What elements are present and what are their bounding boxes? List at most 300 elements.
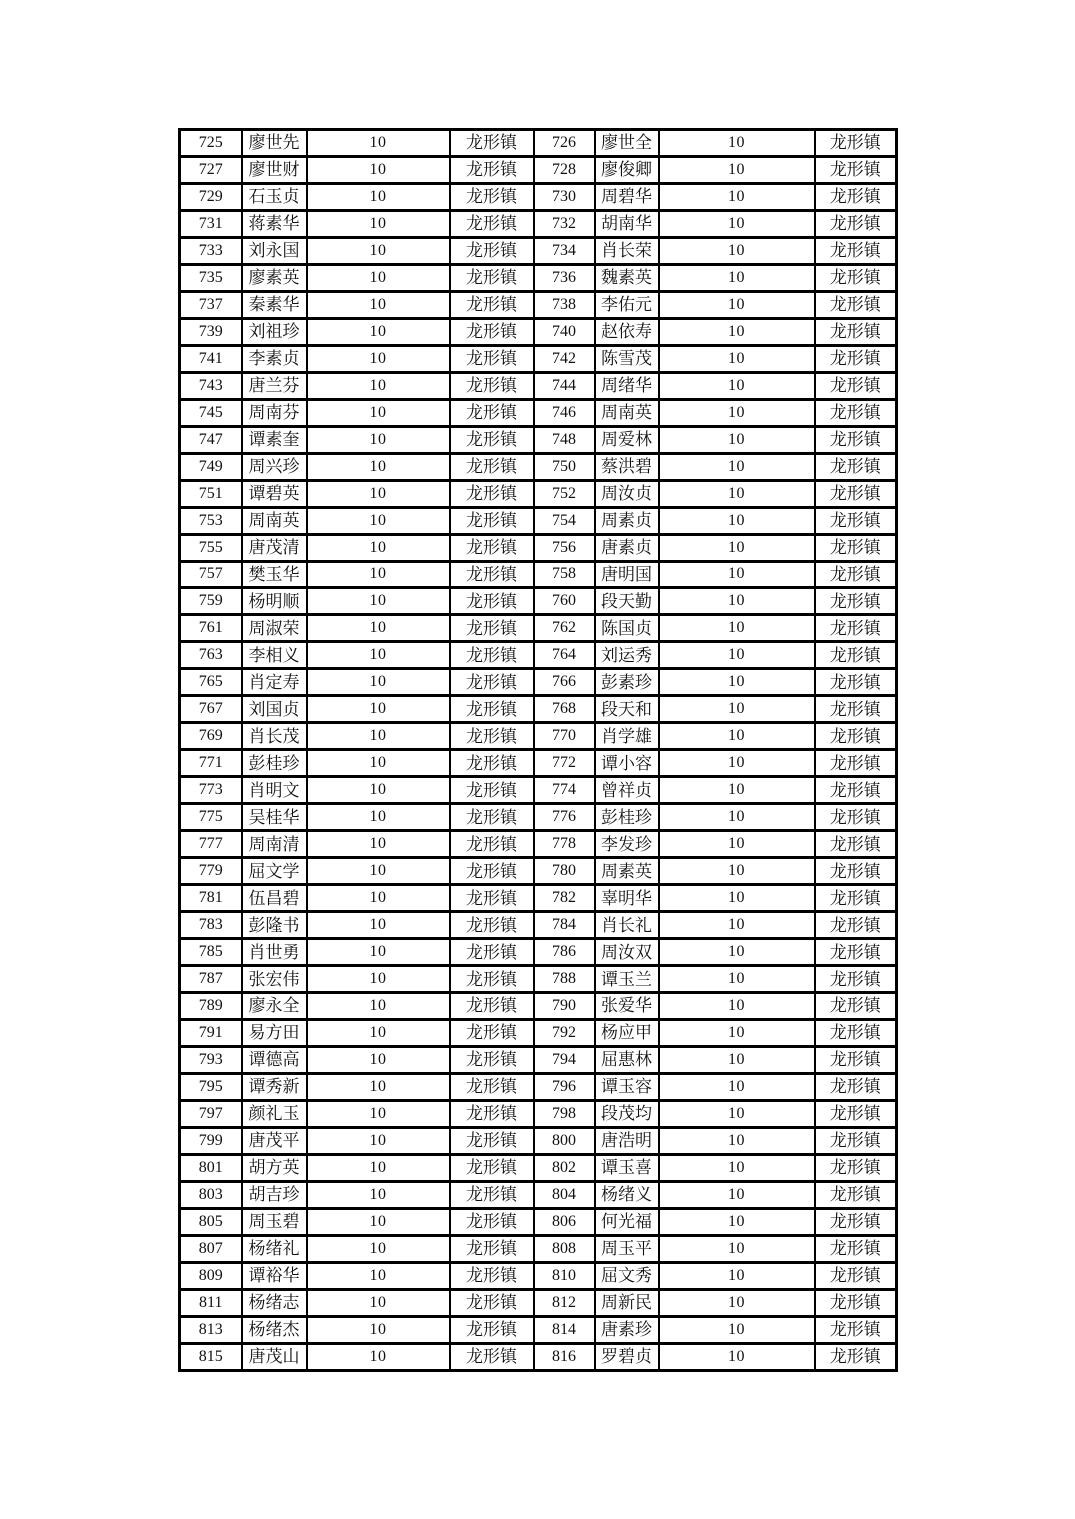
table-row: [180, 1073, 897, 1100]
amount-cell: 10: [659, 1127, 815, 1154]
serial-cell: 802: [534, 1154, 595, 1181]
amount-cell: 10: [659, 1343, 815, 1370]
amount-cell: 10: [659, 1262, 815, 1289]
name-cell: 周兴珍: [242, 453, 307, 480]
name-cell: 樊玉华: [242, 561, 307, 588]
name-cell: 肖世勇: [242, 939, 307, 966]
town-cell: 龙形镇: [450, 210, 534, 237]
table-row: [180, 777, 897, 804]
town-cell: 龙形镇: [450, 534, 534, 561]
table-row: [180, 1289, 897, 1316]
town-cell: 龙形镇: [815, 912, 897, 939]
amount-cell: 10: [659, 1316, 815, 1343]
town-cell: 龙形镇: [815, 939, 897, 966]
town-cell: 龙形镇: [815, 1235, 897, 1262]
name-cell: 谭玉兰: [595, 966, 659, 993]
serial-cell: 791: [180, 1019, 242, 1046]
town-cell: 龙形镇: [450, 750, 534, 777]
town-cell: 龙形镇: [815, 318, 897, 345]
serial-cell: 728: [534, 156, 595, 183]
serial-cell: 783: [180, 912, 242, 939]
town-cell: 龙形镇: [815, 156, 897, 183]
serial-cell: 782: [534, 885, 595, 912]
town-cell: 龙形镇: [815, 1154, 897, 1181]
amount-cell: 10: [307, 534, 450, 561]
town-cell: 龙形镇: [815, 804, 897, 831]
serial-cell: 737: [180, 291, 242, 318]
serial-cell: 786: [534, 939, 595, 966]
town-cell: 龙形镇: [450, 642, 534, 669]
name-cell: 段天勤: [595, 588, 659, 615]
town-cell: 龙形镇: [815, 345, 897, 372]
amount-cell: 10: [659, 885, 815, 912]
amount-cell: 10: [307, 399, 450, 426]
name-cell: 唐兰芬: [242, 372, 307, 399]
town-cell: 龙形镇: [815, 777, 897, 804]
name-cell: 胡方英: [242, 1154, 307, 1181]
serial-cell: 736: [534, 264, 595, 291]
amount-cell: 10: [659, 507, 815, 534]
name-cell: 肖长礼: [595, 912, 659, 939]
table-row: [180, 939, 897, 966]
serial-cell: 729: [180, 183, 242, 210]
name-cell: 颜礼玉: [242, 1100, 307, 1127]
amount-cell: 10: [307, 1181, 450, 1208]
town-cell: 龙形镇: [815, 480, 897, 507]
amount-cell: 10: [307, 750, 450, 777]
name-cell: 谭素奎: [242, 426, 307, 453]
serial-cell: 730: [534, 183, 595, 210]
serial-cell: 744: [534, 372, 595, 399]
serial-cell: 784: [534, 912, 595, 939]
table-row: [180, 966, 897, 993]
serial-cell: 747: [180, 426, 242, 453]
serial-cell: 738: [534, 291, 595, 318]
name-cell: 彭素珍: [595, 669, 659, 696]
town-cell: 龙形镇: [450, 831, 534, 858]
town-cell: 龙形镇: [815, 1073, 897, 1100]
table-row: [180, 588, 897, 615]
name-cell: 谭小容: [595, 750, 659, 777]
serial-cell: 745: [180, 399, 242, 426]
table-row: [180, 723, 897, 750]
serial-cell: 763: [180, 642, 242, 669]
table-row: [180, 1262, 897, 1289]
name-cell: 谭德高: [242, 1046, 307, 1073]
name-cell: 谭玉容: [595, 1073, 659, 1100]
serial-cell: 746: [534, 399, 595, 426]
town-cell: 龙形镇: [450, 1019, 534, 1046]
amount-cell: 10: [307, 480, 450, 507]
serial-cell: 777: [180, 831, 242, 858]
town-cell: 龙形镇: [450, 588, 534, 615]
amount-cell: 10: [307, 777, 450, 804]
amount-cell: 10: [307, 561, 450, 588]
table-row: [180, 1235, 897, 1262]
table-row: [180, 669, 897, 696]
name-cell: 杨绪礼: [242, 1235, 307, 1262]
town-cell: 龙形镇: [450, 1073, 534, 1100]
town-cell: 龙形镇: [815, 1046, 897, 1073]
name-cell: 谭玉喜: [595, 1154, 659, 1181]
amount-cell: 10: [659, 750, 815, 777]
table-row: [180, 804, 897, 831]
amount-cell: 10: [659, 345, 815, 372]
table-row: [180, 318, 897, 345]
name-cell: 周汝贞: [595, 480, 659, 507]
name-cell: 唐茂山: [242, 1343, 307, 1370]
serial-cell: 779: [180, 858, 242, 885]
serial-cell: 816: [534, 1343, 595, 1370]
amount-cell: 10: [659, 480, 815, 507]
table-row: [180, 1208, 897, 1235]
town-cell: 龙形镇: [815, 696, 897, 723]
serial-cell: 793: [180, 1046, 242, 1073]
amount-cell: 10: [307, 1127, 450, 1154]
amount-cell: 10: [659, 588, 815, 615]
town-cell: 龙形镇: [450, 912, 534, 939]
town-cell: 龙形镇: [815, 1208, 897, 1235]
town-cell: 龙形镇: [450, 318, 534, 345]
amount-cell: 10: [307, 696, 450, 723]
town-cell: 龙形镇: [450, 399, 534, 426]
name-cell: 杨应甲: [595, 1019, 659, 1046]
name-cell: 刘运秀: [595, 642, 659, 669]
amount-cell: 10: [307, 291, 450, 318]
amount-cell: 10: [307, 1208, 450, 1235]
table-row: [180, 1046, 897, 1073]
amount-cell: 10: [659, 993, 815, 1020]
town-cell: 龙形镇: [815, 1127, 897, 1154]
serial-cell: 785: [180, 939, 242, 966]
town-cell: 龙形镇: [450, 1208, 534, 1235]
amount-cell: 10: [307, 1154, 450, 1181]
name-cell: 谭裕华: [242, 1262, 307, 1289]
name-cell: 周玉碧: [242, 1208, 307, 1235]
serial-cell: 798: [534, 1100, 595, 1127]
name-cell: 彭桂珍: [595, 804, 659, 831]
table-row: [180, 885, 897, 912]
name-cell: 刘永国: [242, 237, 307, 264]
town-cell: 龙形镇: [450, 130, 534, 157]
amount-cell: 10: [307, 912, 450, 939]
amount-cell: 10: [659, 723, 815, 750]
name-cell: 杨绪志: [242, 1289, 307, 1316]
name-cell: 屈文秀: [595, 1262, 659, 1289]
name-cell: 杨绪义: [595, 1181, 659, 1208]
serial-cell: 751: [180, 480, 242, 507]
serial-cell: 758: [534, 561, 595, 588]
amount-cell: 10: [307, 426, 450, 453]
amount-cell: 10: [307, 885, 450, 912]
name-cell: 李素贞: [242, 345, 307, 372]
table-row: [180, 130, 897, 157]
town-cell: 龙形镇: [815, 426, 897, 453]
name-cell: 杨绪杰: [242, 1316, 307, 1343]
serial-cell: 799: [180, 1127, 242, 1154]
amount-cell: 10: [659, 615, 815, 642]
serial-cell: 731: [180, 210, 242, 237]
name-cell: 段天和: [595, 696, 659, 723]
town-cell: 龙形镇: [815, 372, 897, 399]
town-cell: 龙形镇: [815, 183, 897, 210]
serial-cell: 788: [534, 966, 595, 993]
town-cell: 龙形镇: [815, 750, 897, 777]
name-cell: 李发珍: [595, 831, 659, 858]
amount-cell: 10: [307, 804, 450, 831]
serial-cell: 735: [180, 264, 242, 291]
amount-cell: 10: [659, 669, 815, 696]
name-cell: 唐浩明: [595, 1127, 659, 1154]
amount-cell: 10: [307, 1289, 450, 1316]
name-cell: 张爱华: [595, 993, 659, 1020]
amount-cell: 10: [307, 210, 450, 237]
table-row: [180, 642, 897, 669]
amount-cell: 10: [659, 1181, 815, 1208]
name-cell: 周南芬: [242, 399, 307, 426]
name-cell: 周汝双: [595, 939, 659, 966]
serial-cell: 792: [534, 1019, 595, 1046]
serial-cell: 753: [180, 507, 242, 534]
town-cell: 龙形镇: [450, 1100, 534, 1127]
town-cell: 龙形镇: [450, 156, 534, 183]
town-cell: 龙形镇: [450, 804, 534, 831]
town-cell: 龙形镇: [815, 993, 897, 1020]
town-cell: 龙形镇: [815, 264, 897, 291]
table-row: [180, 1019, 897, 1046]
table-row: [180, 912, 897, 939]
serial-cell: 806: [534, 1208, 595, 1235]
serial-cell: 778: [534, 831, 595, 858]
serial-cell: 813: [180, 1316, 242, 1343]
town-cell: 龙形镇: [450, 1127, 534, 1154]
table-row: [180, 1181, 897, 1208]
amount-cell: 10: [307, 1019, 450, 1046]
town-cell: 龙形镇: [450, 291, 534, 318]
amount-cell: 10: [307, 669, 450, 696]
town-cell: 龙形镇: [450, 426, 534, 453]
name-cell: 吴桂华: [242, 804, 307, 831]
table-row: [180, 210, 897, 237]
town-cell: 龙形镇: [450, 561, 534, 588]
table-row: [180, 1316, 897, 1343]
name-cell: 胡南华: [595, 210, 659, 237]
amount-cell: 10: [659, 237, 815, 264]
amount-cell: 10: [659, 777, 815, 804]
town-cell: 龙形镇: [815, 1289, 897, 1316]
town-cell: 龙形镇: [815, 831, 897, 858]
town-cell: 龙形镇: [450, 507, 534, 534]
amount-cell: 10: [307, 1073, 450, 1100]
town-cell: 龙形镇: [815, 858, 897, 885]
name-cell: 赵依寿: [595, 318, 659, 345]
amount-cell: 10: [659, 534, 815, 561]
name-cell: 周爱林: [595, 426, 659, 453]
town-cell: 龙形镇: [815, 291, 897, 318]
town-cell: 龙形镇: [450, 1289, 534, 1316]
serial-cell: 803: [180, 1181, 242, 1208]
name-cell: 魏素英: [595, 264, 659, 291]
serial-cell: 772: [534, 750, 595, 777]
name-cell: 肖明文: [242, 777, 307, 804]
name-cell: 石玉贞: [242, 183, 307, 210]
serial-cell: 795: [180, 1073, 242, 1100]
name-cell: 廖世全: [595, 130, 659, 157]
name-cell: 陈雪茂: [595, 345, 659, 372]
name-cell: 胡吉珍: [242, 1181, 307, 1208]
amount-cell: 10: [307, 939, 450, 966]
name-cell: 段茂均: [595, 1100, 659, 1127]
serial-cell: 797: [180, 1100, 242, 1127]
name-cell: 肖长茂: [242, 723, 307, 750]
serial-cell: 748: [534, 426, 595, 453]
amount-cell: 10: [307, 723, 450, 750]
name-cell: 伍昌碧: [242, 885, 307, 912]
serial-cell: 766: [534, 669, 595, 696]
name-cell: 李相义: [242, 642, 307, 669]
serial-cell: 767: [180, 696, 242, 723]
name-cell: 杨明顺: [242, 588, 307, 615]
table-row: [180, 480, 897, 507]
amount-cell: 10: [307, 1343, 450, 1370]
name-cell: 廖俊卿: [595, 156, 659, 183]
name-cell: 刘祖珍: [242, 318, 307, 345]
serial-cell: 776: [534, 804, 595, 831]
amount-cell: 10: [307, 183, 450, 210]
name-cell: 蔡洪碧: [595, 453, 659, 480]
town-cell: 龙形镇: [815, 507, 897, 534]
name-cell: 周素英: [595, 858, 659, 885]
serial-cell: 764: [534, 642, 595, 669]
name-cell: 罗碧贞: [595, 1343, 659, 1370]
town-cell: 龙形镇: [815, 588, 897, 615]
town-cell: 龙形镇: [450, 696, 534, 723]
serial-cell: 814: [534, 1316, 595, 1343]
amount-cell: 10: [307, 1046, 450, 1073]
town-cell: 龙形镇: [450, 669, 534, 696]
amount-cell: 10: [307, 1316, 450, 1343]
town-cell: 龙形镇: [450, 183, 534, 210]
town-cell: 龙形镇: [450, 1262, 534, 1289]
name-cell: 周绪华: [595, 372, 659, 399]
town-cell: 龙形镇: [815, 669, 897, 696]
amount-cell: 10: [659, 318, 815, 345]
town-cell: 龙形镇: [815, 534, 897, 561]
table-row: [180, 615, 897, 642]
table-row: [180, 696, 897, 723]
amount-cell: 10: [307, 642, 450, 669]
town-cell: 龙形镇: [450, 372, 534, 399]
amount-cell: 10: [659, 804, 815, 831]
amount-cell: 10: [307, 1262, 450, 1289]
amount-cell: 10: [307, 1235, 450, 1262]
serial-cell: 781: [180, 885, 242, 912]
town-cell: 龙形镇: [450, 858, 534, 885]
name-cell: 李佑元: [595, 291, 659, 318]
table-row: [180, 264, 897, 291]
name-cell: 唐茂清: [242, 534, 307, 561]
table-row: [180, 561, 897, 588]
name-cell: 周南清: [242, 831, 307, 858]
serial-cell: 752: [534, 480, 595, 507]
name-cell: 屈惠林: [595, 1046, 659, 1073]
town-cell: 龙形镇: [450, 1046, 534, 1073]
serial-cell: 807: [180, 1235, 242, 1262]
name-cell: 廖世先: [242, 130, 307, 157]
amount-cell: 10: [307, 453, 450, 480]
table-row: [180, 399, 897, 426]
town-cell: 龙形镇: [450, 1235, 534, 1262]
amount-cell: 10: [659, 561, 815, 588]
amount-cell: 10: [659, 1289, 815, 1316]
amount-cell: 10: [307, 264, 450, 291]
amount-cell: 10: [659, 156, 815, 183]
table-row: [180, 1154, 897, 1181]
name-cell: 曾祥贞: [595, 777, 659, 804]
amount-cell: 10: [307, 372, 450, 399]
serial-cell: 757: [180, 561, 242, 588]
amount-cell: 10: [307, 831, 450, 858]
town-cell: 龙形镇: [450, 993, 534, 1020]
name-cell: 张宏伟: [242, 966, 307, 993]
town-cell: 龙形镇: [450, 1343, 534, 1370]
name-cell: 何光福: [595, 1208, 659, 1235]
table-row: [180, 372, 897, 399]
name-cell: 周碧华: [595, 183, 659, 210]
town-cell: 龙形镇: [815, 1019, 897, 1046]
town-cell: 龙形镇: [815, 966, 897, 993]
town-cell: 龙形镇: [450, 1316, 534, 1343]
serial-cell: 734: [534, 237, 595, 264]
amount-cell: 10: [659, 642, 815, 669]
serial-cell: 787: [180, 966, 242, 993]
serial-cell: 760: [534, 588, 595, 615]
name-cell: 唐素珍: [595, 1316, 659, 1343]
name-cell: 唐明国: [595, 561, 659, 588]
town-cell: 龙形镇: [450, 939, 534, 966]
serial-cell: 768: [534, 696, 595, 723]
serial-cell: 801: [180, 1154, 242, 1181]
serial-cell: 805: [180, 1208, 242, 1235]
amount-cell: 10: [307, 588, 450, 615]
serial-cell: 811: [180, 1289, 242, 1316]
amount-cell: 10: [659, 210, 815, 237]
table-row: [180, 453, 897, 480]
town-cell: 龙形镇: [815, 1343, 897, 1370]
serial-cell: 759: [180, 588, 242, 615]
name-cell: 肖定寿: [242, 669, 307, 696]
amount-cell: 10: [659, 453, 815, 480]
serial-cell: 794: [534, 1046, 595, 1073]
name-cell: 刘国贞: [242, 696, 307, 723]
serial-cell: 812: [534, 1289, 595, 1316]
serial-cell: 809: [180, 1262, 242, 1289]
town-cell: 龙形镇: [815, 399, 897, 426]
table-row: [180, 1127, 897, 1154]
town-cell: 龙形镇: [815, 1100, 897, 1127]
table-row: [180, 1343, 897, 1370]
serial-cell: 775: [180, 804, 242, 831]
serial-cell: 808: [534, 1235, 595, 1262]
town-cell: 龙形镇: [815, 642, 897, 669]
table-row: [180, 183, 897, 210]
amount-cell: 10: [659, 912, 815, 939]
serial-cell: 810: [534, 1262, 595, 1289]
town-cell: 龙形镇: [815, 1181, 897, 1208]
table-row: [180, 507, 897, 534]
amount-cell: 10: [659, 291, 815, 318]
name-cell: 唐茂平: [242, 1127, 307, 1154]
